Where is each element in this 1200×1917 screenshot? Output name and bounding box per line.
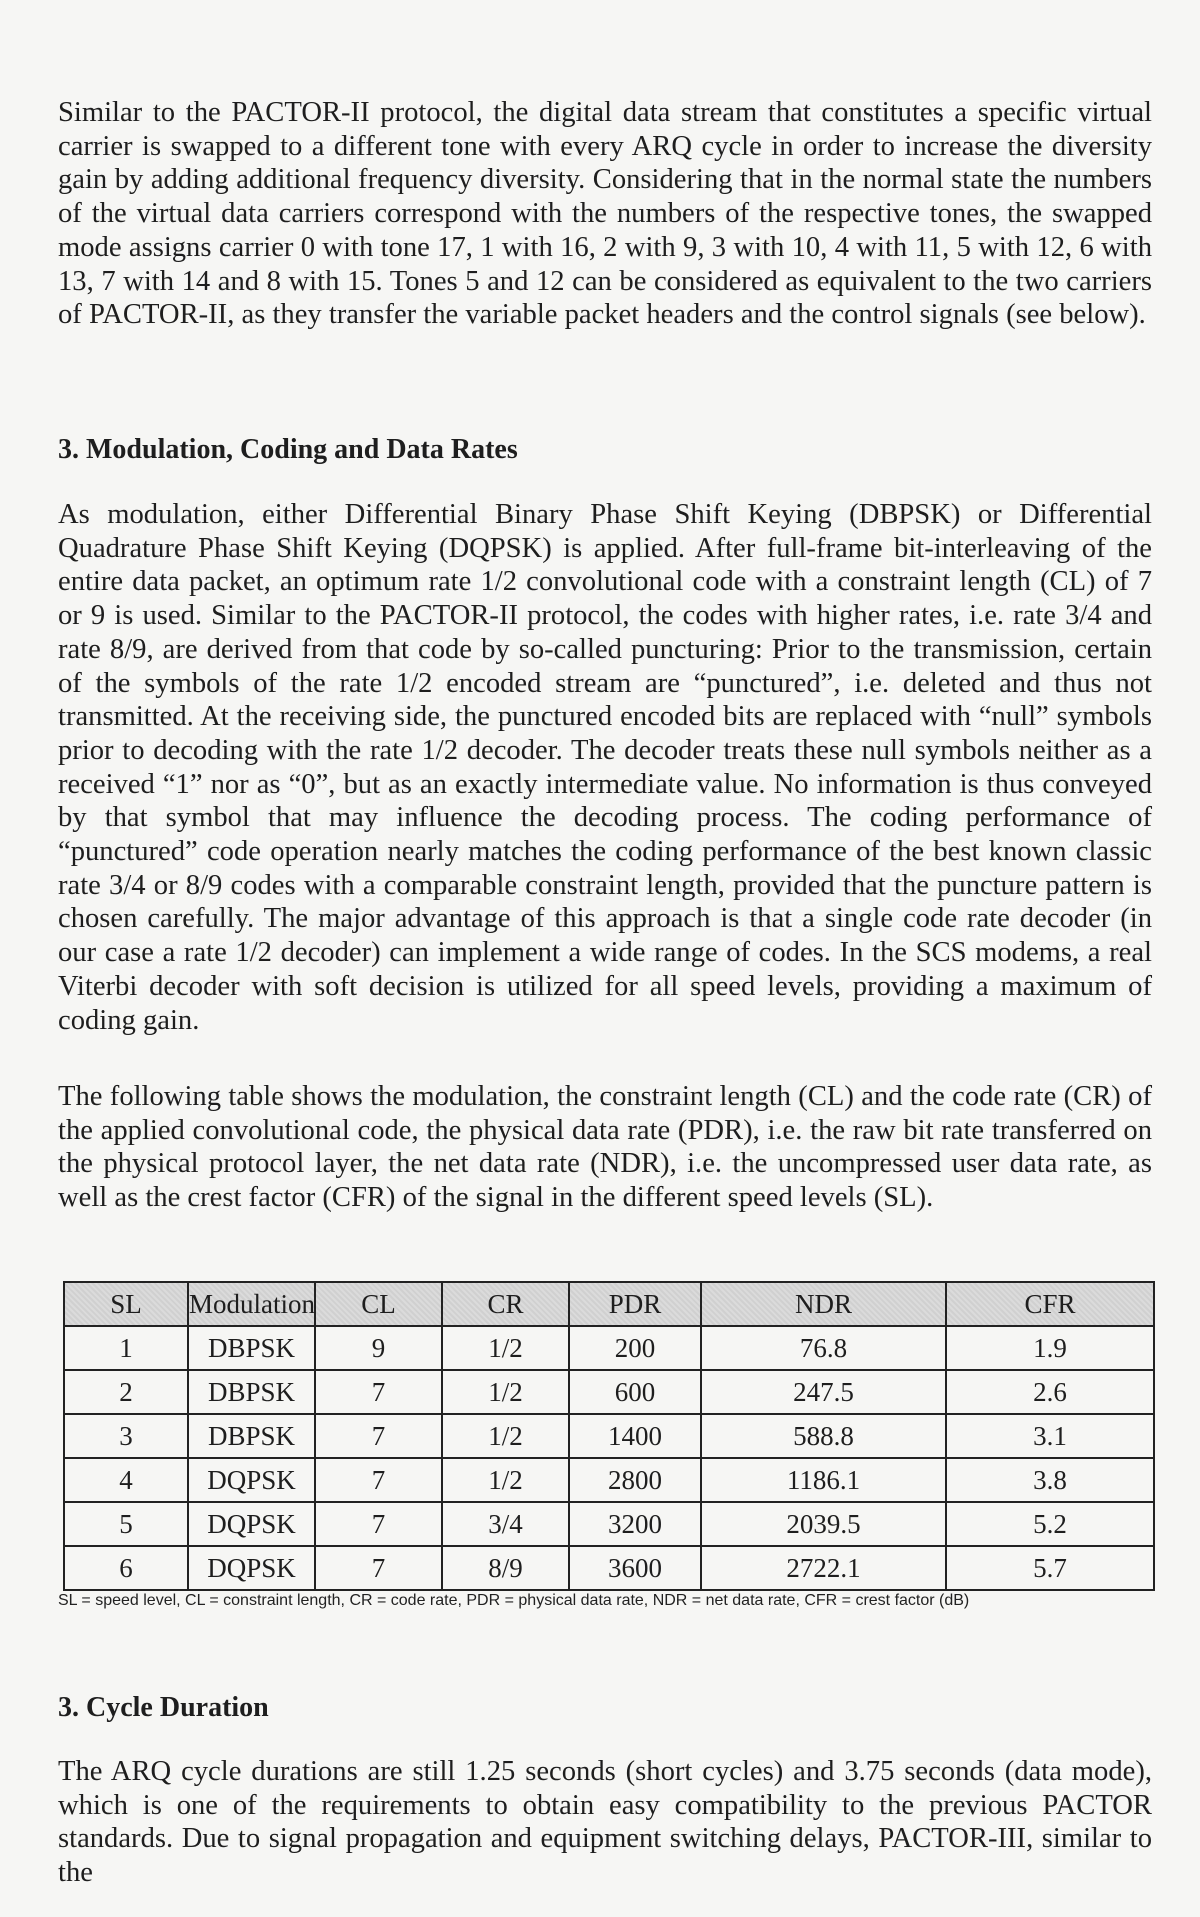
- cell-cl: 7: [315, 1414, 442, 1458]
- section-heading-cycle-duration: 3. Cycle Duration: [58, 1692, 269, 1723]
- cell-modulation: DBPSK: [188, 1326, 315, 1370]
- cell-pdr: 1400: [569, 1414, 701, 1458]
- cell-cfr: 5.2: [946, 1502, 1154, 1546]
- cell-cr: 3/4: [442, 1502, 569, 1546]
- cell-cl: 7: [315, 1502, 442, 1546]
- paragraph-table-intro: The following table shows the modulation, the constraint length (CL) and the code rate (CR) of the applied convolutional code, the physical data rate (PDR), i.e. the raw bit rate transferred on the physical protocol layer, the net data rate (NDR), i.e. the uncompressed user data rate, as well as the crest factor (CFR) of the signal in the different speed levels (SL).: [58, 1081, 1152, 1214]
- table-footnote: SL = speed level, CL = constraint length, CR = code rate, PDR = physical data rate, NDR = net data rate, CFR = crest factor (dB): [58, 1592, 970, 1609]
- header-cr: CR: [442, 1282, 569, 1326]
- cell-pdr: 2800: [569, 1458, 701, 1502]
- table-row: [64, 1370, 1154, 1414]
- speed-level-table-container: [63, 1281, 1153, 1591]
- cell-cfr: 5.7: [946, 1546, 1154, 1590]
- cell-cr: 1/2: [442, 1414, 569, 1458]
- cell-sl: 2: [64, 1370, 188, 1414]
- cell-ndr: 76.8: [701, 1326, 946, 1370]
- cell-cr: 1/2: [442, 1326, 569, 1370]
- cell-ndr: 247.5: [701, 1370, 946, 1414]
- cell-cl: 7: [315, 1370, 442, 1414]
- cell-cfr: 3.1: [946, 1414, 1154, 1458]
- cell-modulation: DQPSK: [188, 1502, 315, 1546]
- table-row: [64, 1326, 1154, 1370]
- section-heading-modulation: 3. Modulation, Coding and Data Rates: [58, 434, 518, 465]
- cell-ndr: 588.8: [701, 1414, 946, 1458]
- cell-sl: 3: [64, 1414, 188, 1458]
- cell-sl: 4: [64, 1458, 188, 1502]
- header-ndr: NDR: [701, 1282, 946, 1326]
- cell-cfr: 1.9: [946, 1326, 1154, 1370]
- cell-pdr: 3600: [569, 1546, 701, 1590]
- cell-pdr: 3200: [569, 1502, 701, 1546]
- table-row: [64, 1502, 1154, 1546]
- table-row: [64, 1458, 1154, 1502]
- cell-cr: 1/2: [442, 1370, 569, 1414]
- cell-cl: 9: [315, 1326, 442, 1370]
- cell-ndr: 1186.1: [701, 1458, 946, 1502]
- cell-pdr: 600: [569, 1370, 701, 1414]
- paragraph-modulation-coding: As modulation, either Differential Binary Phase Shift Keying (DBPSK) or Differential Quadrature Phase Shift Keying (DQPSK) is applied. After full-frame bit-interleaving of the entire data packet, an optimum rate 1/2 convolutional code with a constraint length (CL) of 7 or 9 is used. Similar to the PACTOR-II protocol, the codes with higher rates, i.e. rate 3/4 and rate 8/9, are derived from that code by so-called puncturing: Prior to the transmission, certain of the symbols of the rate 1/2 encoded stream are “punctured”, i.e. deleted and thus not transmitted. At the receiving side, the punctured encoded bits are replaced with “null” symbols prior to decoding with the rate 1/2 decoder. The decoder treats these null symbols neither as a received “1” nor as “0”, but as an exactly intermediate value. No information is thus conveyed by that symbol that may influence the decoding process. The coding performance of “punctured” code operation nearly matches the coding performance of the best known classic rate 3/4 or 8/9 codes with a comparable constraint length, provided that the puncture pattern is chosen carefully. The major advantage of this approach is that a single code rate decoder (in our case a rate 1/2 decoder) can implement a wide range of codes. In the SCS modems, a real Viterbi decoder with soft decision is utilized for all speed levels, providing a maximum of coding gain.: [58, 499, 1152, 1036]
- cell-cl: 7: [315, 1458, 442, 1502]
- cell-modulation: DBPSK: [188, 1370, 315, 1414]
- cell-cr: 8/9: [442, 1546, 569, 1590]
- header-cl: CL: [315, 1282, 442, 1326]
- cell-ndr: 2722.1: [701, 1546, 946, 1590]
- cell-cr: 1/2: [442, 1458, 569, 1502]
- header-pdr: PDR: [569, 1282, 701, 1326]
- cell-cl: 7: [315, 1546, 442, 1590]
- cell-sl: 6: [64, 1546, 188, 1590]
- cell-modulation: DBPSK: [188, 1414, 315, 1458]
- paragraph-virtual-carrier-swapping: Similar to the PACTOR-II protocol, the digital data stream that constitutes a specific virtual carrier is swapped to a different tone with every ARQ cycle in order to increase the diversity gain by adding additional frequency diversity. Considering that in the normal state the numbers of the virtual data carriers correspond with the numbers of the respective tones, the swapped mode assigns carrier 0 with tone 17, 1 with 16, 2 with 9, 3 with 10, 4 with 11, 5 with 12, 6 with 13, 7 with 14 and 8 with 15. Tones 5 and 12 can be considered as equivalent to the two carriers of PACTOR-II, as they transfer the variable packet headers and the control signals (see below).: [58, 97, 1152, 331]
- header-sl: SL: [64, 1282, 188, 1326]
- cell-pdr: 200: [569, 1326, 701, 1370]
- cell-modulation: DQPSK: [188, 1546, 315, 1590]
- header-modulation: Modulation: [188, 1282, 315, 1326]
- cell-modulation: DQPSK: [188, 1458, 315, 1502]
- cell-sl: 1: [64, 1326, 188, 1370]
- paragraph-cycle-duration: The ARQ cycle durations are still 1.25 seconds (short cycles) and 3.75 seconds (data mode), which is one of the requirements to obtain easy compatibility to the previous PACTOR standards. Due to signal propagation and equipment switching delays, PACTOR-III, similar to the: [58, 1756, 1152, 1889]
- cell-cfr: 3.8: [946, 1458, 1154, 1502]
- table-row: [64, 1414, 1154, 1458]
- table-header-row: [64, 1282, 1154, 1326]
- speed-level-table: [63, 1281, 1155, 1591]
- table-row: [64, 1546, 1154, 1590]
- header-cfr: CFR: [946, 1282, 1154, 1326]
- cell-cfr: 2.6: [946, 1370, 1154, 1414]
- cell-ndr: 2039.5: [701, 1502, 946, 1546]
- cell-sl: 5: [64, 1502, 188, 1546]
